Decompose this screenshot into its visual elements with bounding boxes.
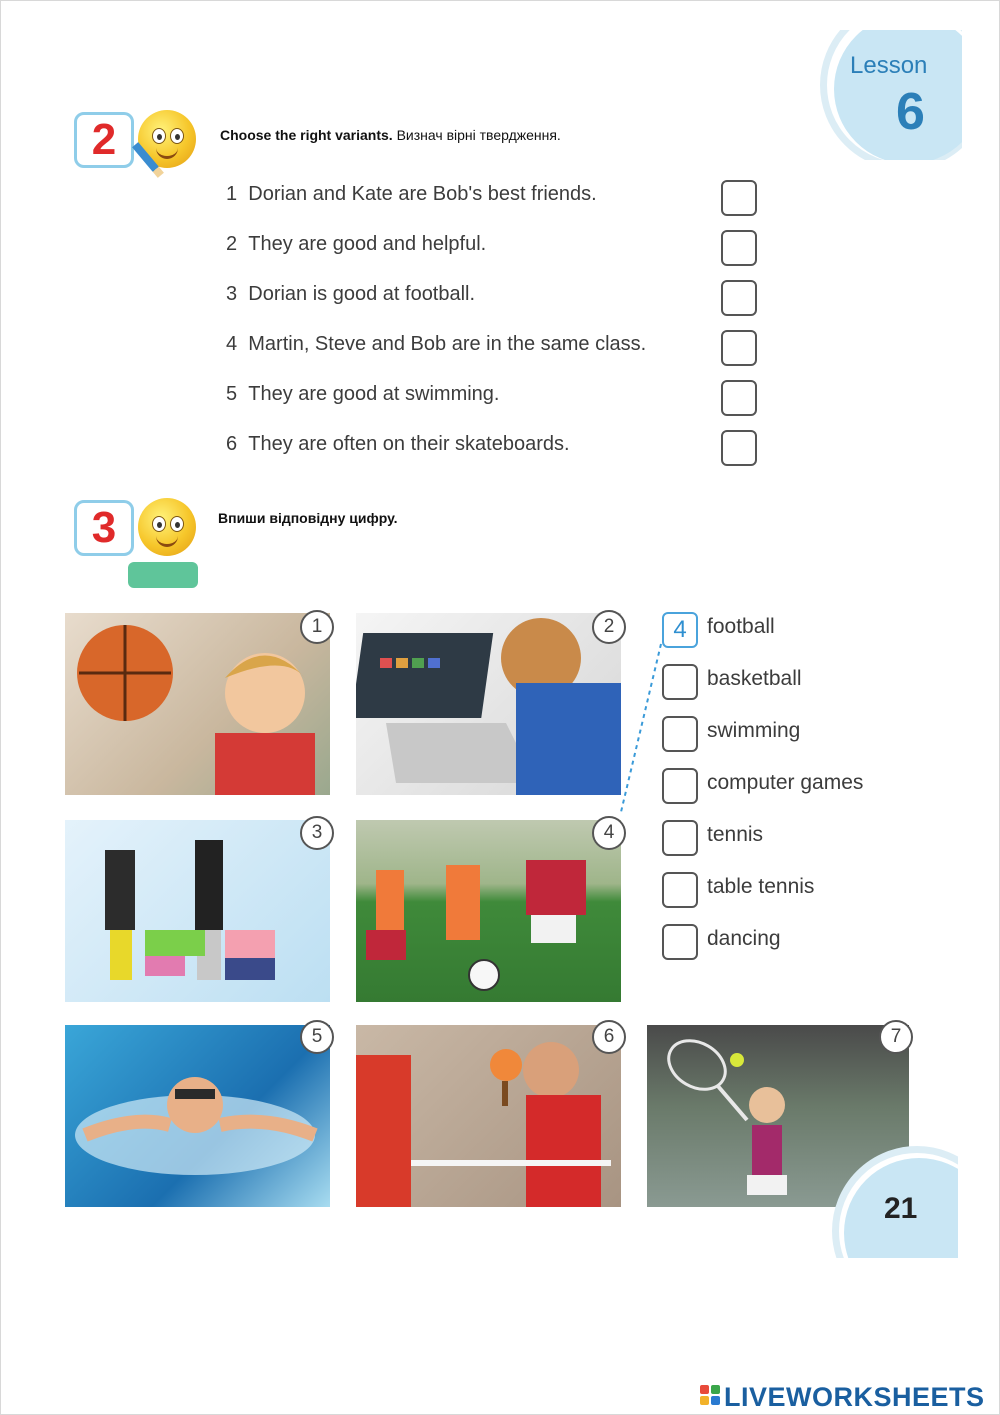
activity-answer-box[interactable]: 4 [662, 612, 698, 648]
task-2-instruction: Choose the right variants. Визнач вірні твердження. [220, 127, 561, 143]
photo-number-4: 4 [592, 816, 626, 850]
statement-5 [226, 383, 499, 406]
activity-label: computer games [707, 771, 864, 794]
activity-answer-box[interactable] [662, 872, 698, 908]
photo-basketball [65, 613, 330, 795]
activity-label: tennis [707, 823, 764, 846]
liveworksheets-wordmark: LIVEWORKSHEETS [724, 1382, 985, 1412]
photo-number-3: 3 [300, 816, 334, 850]
statement-number: 6 [226, 433, 238, 455]
photo-number-7: 7 [879, 1020, 913, 1054]
activity-label: swimming [707, 719, 801, 742]
task-3-instruction: Впиши відповідну цифру. [218, 510, 398, 526]
photo-swimming [65, 1025, 330, 1207]
statement-text: They are good and helpful. [248, 233, 487, 255]
statement-number: 3 [226, 283, 238, 305]
statement-2-checkbox[interactable] [721, 230, 757, 266]
statement-3 [226, 283, 475, 306]
statement-4 [226, 333, 646, 356]
task-2-number: 2 [74, 112, 134, 168]
activity-label: football [707, 615, 775, 638]
activity-answer-box[interactable] [662, 924, 698, 960]
statement-4-checkbox[interactable] [721, 330, 757, 366]
statement-text: They are often on their skateboards. [248, 433, 570, 455]
activity-label: table tennis [707, 875, 815, 898]
statement-5-checkbox[interactable] [721, 380, 757, 416]
activity-answer-box[interactable] [662, 768, 698, 804]
statement-6-checkbox[interactable] [721, 430, 757, 466]
statement-number: 2 [226, 233, 238, 255]
activity-answer-box[interactable] [662, 664, 698, 700]
photo-number-5: 5 [300, 1020, 334, 1054]
statement-number: 4 [226, 333, 238, 355]
smiley-puzzle-icon [138, 498, 196, 556]
page-number: 21 [884, 1192, 918, 1225]
statement-1 [226, 183, 597, 206]
lesson-label: Lesson [850, 52, 928, 79]
page-number-badge [824, 1138, 958, 1258]
activity-answer-box[interactable] [662, 820, 698, 856]
photo-table-tennis [356, 1025, 621, 1207]
activity-label: basketball [707, 667, 802, 690]
statement-number: 1 [226, 183, 238, 205]
lesson-badge [812, 30, 962, 160]
task-3-number: 3 [74, 500, 134, 556]
photo-number-6: 6 [592, 1020, 626, 1054]
statement-number: 5 [226, 383, 238, 405]
statement-6 [226, 433, 570, 456]
statement-text: Dorian is good at football. [248, 283, 476, 305]
photo-number-2: 2 [592, 610, 626, 644]
photo-dancing [65, 820, 330, 1002]
photo-number-1: 1 [300, 610, 334, 644]
statement-1-checkbox[interactable] [721, 180, 757, 216]
statement-text: They are good at swimming. [248, 383, 500, 405]
statement-text: Martin, Steve and Bob are in the same class. [248, 333, 647, 355]
activity-label: dancing [707, 927, 781, 950]
statement-2 [226, 233, 486, 256]
photo-computer-games [356, 613, 621, 795]
statement-3-checkbox[interactable] [721, 280, 757, 316]
liveworksheets-blocks-icon [700, 1385, 722, 1409]
lesson-number: 6 [896, 83, 925, 141]
puzzle-icon [128, 562, 198, 588]
photo-football [356, 820, 621, 1002]
statement-text: Dorian and Kate are Bob's best friends. [248, 183, 597, 205]
activity-answer-box[interactable] [662, 716, 698, 752]
